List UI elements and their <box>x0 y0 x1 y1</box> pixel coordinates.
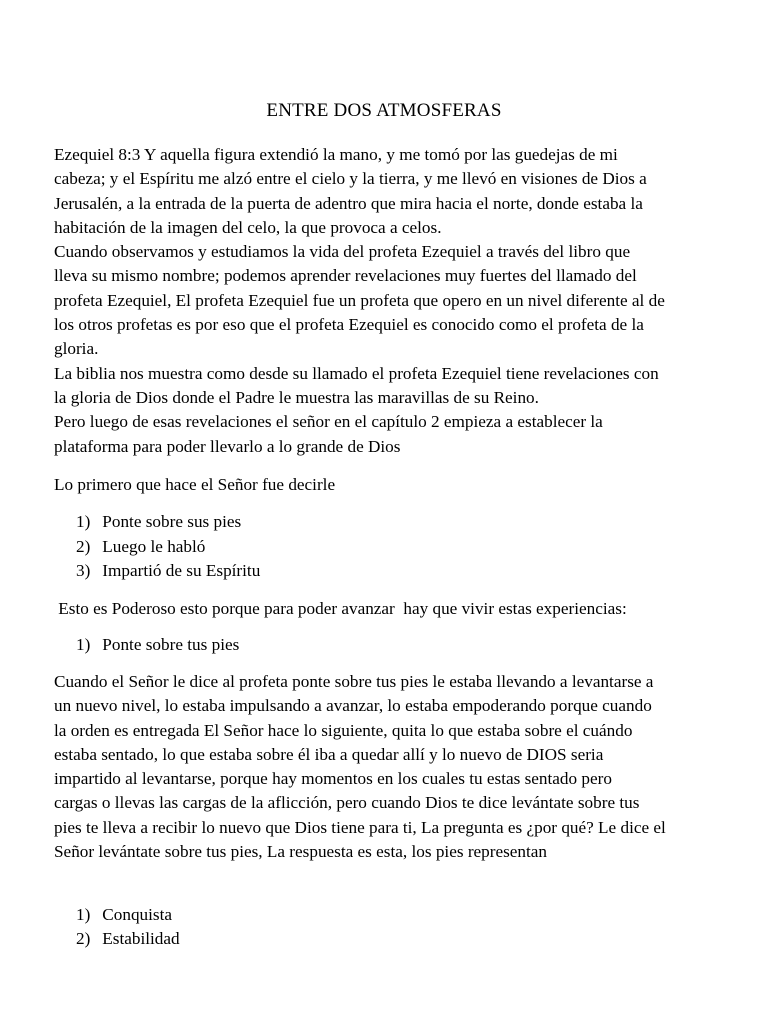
list-item <box>76 510 241 534</box>
list-item <box>76 535 205 559</box>
list-item <box>76 903 172 927</box>
intro-paragraph <box>54 143 720 459</box>
document-title: ENTRE DOS ATMOSFERAS <box>266 100 502 121</box>
explanation-line: un nuevo nivel, lo estaba impulsando a avanzar, lo estaba empoderando porque cuando <box>54 696 652 716</box>
explanation-line: Señor levántate sobre tus pies, La respuesta es esta, los pies representan <box>54 842 548 862</box>
explanation-line: impartido al levantarse, porque hay momentos en los cuales tu estas sentado pero <box>54 769 612 789</box>
intro-line: habitación de la imagen del celo, la que provoca a celos. <box>54 217 442 237</box>
intro-line: Jerusalén, a la entrada de la puerta de adentro que mira hacia el norte, donde estaba la <box>54 193 643 213</box>
explanation-line: pies te lleva a recibir lo nuevo que Dios tiene para ti, La pregunta es ¿por qué? Le dice el <box>54 817 666 837</box>
intro-line: los otros profetas es por eso que el profeta Ezequiel es conocido como el profeta de la <box>54 315 644 335</box>
explanation-line: Cuando el Señor le dice al profeta ponte sobre tus pies le estaba llevando a levantarse a <box>54 672 654 691</box>
explanation-line: estaba sentado, lo que estaba sobre él iba a quedar allí y lo nuevo de DIOS seria <box>54 744 604 764</box>
lead-in-text: Lo primero que hace el Señor fue decirle <box>54 475 336 494</box>
list-item <box>76 633 239 657</box>
list-text: Conquista <box>102 905 173 924</box>
list-text: Luego le habló <box>102 537 206 556</box>
intro-line: La biblia nos muestra como desde su llamado el profeta Ezequiel tiene revelaciones con <box>54 363 659 383</box>
list-item <box>76 927 180 951</box>
intro-line: plataforma para poder llevarlo a lo grande de Dios <box>54 436 401 456</box>
list-text: Estabilidad <box>102 929 180 948</box>
list-number: 3) <box>76 561 91 580</box>
list-number: 1) <box>76 635 91 654</box>
list-number: 1) <box>76 905 91 924</box>
list-number: 2) <box>76 929 91 948</box>
list-text: Impartió de su Espíritu <box>102 561 261 580</box>
explanation-paragraph <box>54 670 720 864</box>
list-number: 2) <box>76 537 91 556</box>
list-text: Ponte sobre tus pies <box>102 635 240 654</box>
explanation-line: la orden es entregada El Señor hace lo siguiente, quita lo que estaba sobre el cuándo <box>54 720 633 740</box>
intro-line: Ezequiel 8:3 Y aquella figura extendió la mano, y me tomó por las guedejas de mi <box>54 145 618 164</box>
lead-in-paragraph <box>54 473 720 497</box>
statement-paragraph <box>54 597 720 621</box>
intro-line: cabeza; y el Espíritu me alzó entre el cielo y la tierra, y me llevó en visiones de Dios a <box>54 169 647 189</box>
intro-line: profeta Ezequiel, El profeta Ezequiel fue un profeta que opero en un nivel diferente al de <box>54 290 665 310</box>
intro-line: gloria. <box>54 339 99 359</box>
intro-line: Cuando observamos y estudiamos la vida del profeta Ezequiel a través del libro que <box>54 242 631 262</box>
intro-line: Pero luego de esas revelaciones el señor en el capítulo 2 empieza a establecer la <box>54 412 603 432</box>
intro-line: lleva su mismo nombre; podemos aprender revelaciones muy fuertes del llamado del <box>54 266 637 286</box>
statement-text: Esto es Poderoso esto porque para poder avanzar hay que vivir estas experiencias: <box>54 599 627 618</box>
intro-line: la gloria de Dios donde el Padre le muestra las maravillas de su Reino. <box>54 387 539 407</box>
list-item <box>76 559 260 583</box>
explanation-line: cargas o llevas las cargas de la aflicción, pero cuando Dios te dice levántate sobre tus <box>54 793 640 813</box>
list-text: Ponte sobre sus pies <box>102 512 242 531</box>
list-number: 1) <box>76 512 91 531</box>
